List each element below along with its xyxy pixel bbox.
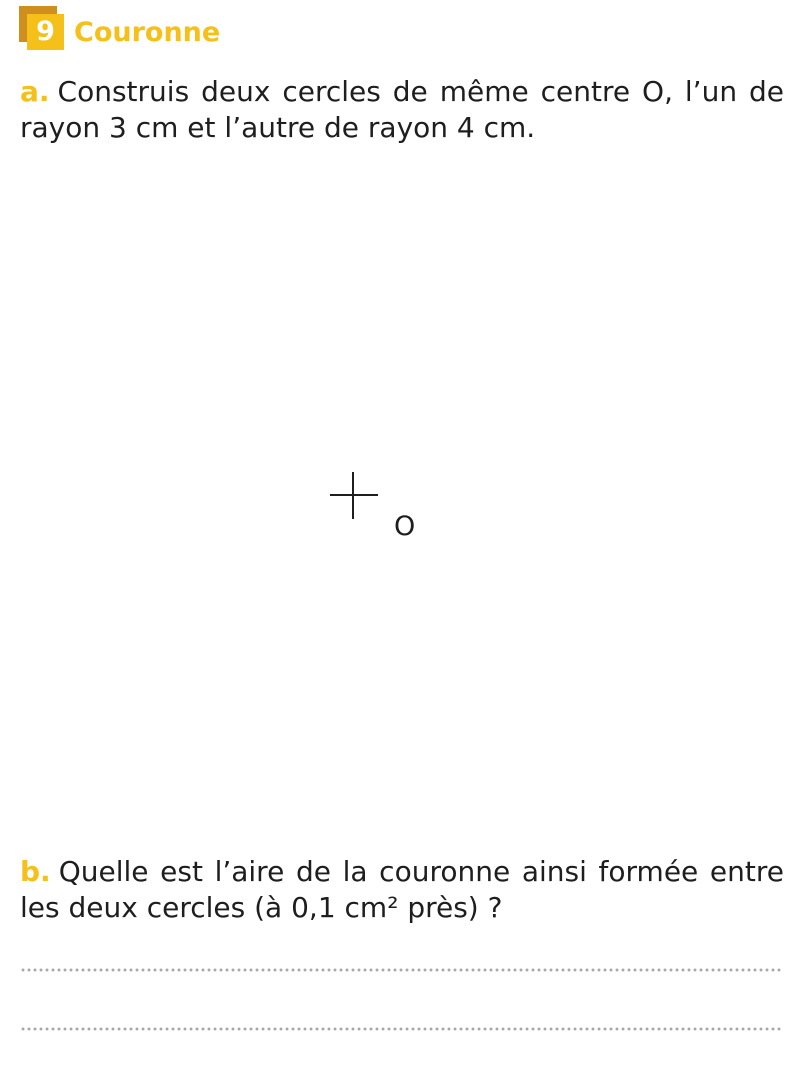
question-a-letter: a. <box>20 75 50 108</box>
answer-line[interactable] <box>20 1026 782 1032</box>
exercise-number: 9 <box>27 14 64 50</box>
question-b-letter: b. <box>20 855 51 888</box>
exercise-header <box>19 6 419 52</box>
question-a-text: Construis deux cercles de même centre O, l’un de rayon 3 cm et l’autre de rayon 4 cm. <box>20 75 784 144</box>
question-b <box>20 854 784 926</box>
center-cross-mark <box>329 471 379 521</box>
exercise-title: Couronne <box>74 17 221 48</box>
center-point-label: O <box>394 511 416 542</box>
exercise-number-badge <box>19 6 65 50</box>
question-b-text: Quelle est l’aire de la couronne ainsi formée entre les deux cercles (à 0,1 cm² près) ? <box>20 855 784 924</box>
answer-line[interactable] <box>20 967 782 973</box>
question-a <box>20 74 784 146</box>
